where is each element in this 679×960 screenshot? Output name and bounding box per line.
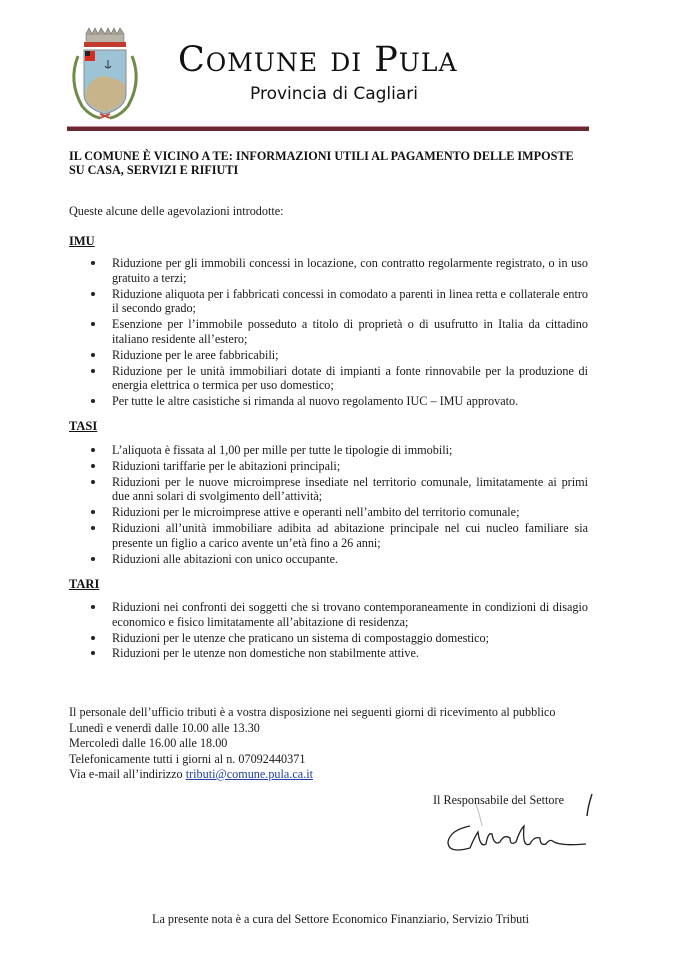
bullet-icon xyxy=(91,464,95,468)
bullet-icon xyxy=(91,480,95,484)
list-item xyxy=(0,348,588,363)
list-item-text: Riduzione per le aree fabbricabili; xyxy=(112,347,279,362)
intro-text: Queste alcune delle agevolazioni introdotte: xyxy=(69,204,284,218)
bullet-icon xyxy=(91,636,95,640)
list-item-text: Esenzione per l’immobile posseduto a titolo di proprietà o di usufrutto in Italia da cittadino italiano residente all’estero; xyxy=(112,317,588,346)
coat-of-arms-logo xyxy=(64,26,146,122)
imu-list xyxy=(0,256,679,410)
handwritten-signature xyxy=(440,786,600,858)
header-divider xyxy=(67,126,589,131)
section-title-imu: IMU xyxy=(69,234,95,248)
list-item-text: Riduzioni per le utenze che praticano un sistema di compostaggio domestico; xyxy=(112,630,490,645)
signature-role: Il Responsabile del Settore xyxy=(433,793,564,807)
bullet-icon xyxy=(91,605,95,609)
email-link[interactable]: tributi@comune.pula.ca.it xyxy=(185,767,314,781)
list-item xyxy=(0,364,588,394)
email-line xyxy=(69,767,555,783)
hours-wed: Mercoledì dalle 16.00 alle 18.00 xyxy=(69,736,228,750)
list-item-text: L’aliquota è fissata al 1,00 per mille per tutte le tipologie di immobili; xyxy=(112,443,453,457)
tasi-list xyxy=(0,443,679,567)
bullet-icon xyxy=(91,353,95,357)
phone-line: Telefonicamente tutti i giorni al n. 07092440371 xyxy=(69,751,306,766)
bullet-icon xyxy=(91,292,95,296)
list-item xyxy=(0,317,588,347)
list-item-text: Per tutte le altre casistiche si rimanda al nuovo regolamento IUC – IMU approvato. xyxy=(112,394,519,409)
list-item xyxy=(0,443,588,458)
list-item xyxy=(0,552,588,567)
municipality-title: Comune di Pula xyxy=(178,40,458,80)
email-prefix: Via e-mail all’indirizzo xyxy=(69,767,186,781)
list-item-text: Riduzione per gli immobili concessi in locazione, con contratto regolarmente registrato, o in uso gratuito a terzi; xyxy=(112,256,588,285)
tari-list xyxy=(0,600,679,662)
office-hours-intro: Il personale dell’ufficio tributi è a vostra disposizione nei seguenti giorni di ricevimento al pubblico xyxy=(69,705,556,719)
list-item xyxy=(0,646,588,661)
list-item xyxy=(0,394,588,409)
bullet-icon xyxy=(91,526,95,530)
footer-note: La presente nota è a cura del Settore Economico Finanziario, Servizio Tributi xyxy=(152,912,530,926)
list-item xyxy=(0,475,588,505)
bullet-icon xyxy=(91,557,95,561)
list-item-text: Riduzioni per le nuove microimprese insediate nel territorio comunale, limitatamente ai primi due anni solari di svolgimento dell’attività; xyxy=(112,474,588,504)
list-item-text: Riduzione aliquota per i fabbricati concessi in comodato a parenti in linea retta e collaterale entro il secondo grado; xyxy=(112,286,588,316)
list-item xyxy=(0,287,588,317)
list-item-text: Riduzione per le unità immobiliari dotate di impianti a fonte rinnovabile per la produzione di energia elettrica o termica per uso domestico; xyxy=(112,363,588,393)
list-item xyxy=(0,631,588,646)
list-item-text: Riduzioni per le utenze non domestiche non stabilmente attive. xyxy=(112,646,419,661)
list-item-text: Riduzioni all’unità immobiliare adibita ad abitazione principale nel cui nucleo familiare sia presente un figlio a carico avente un’età fino a 26 anni; xyxy=(112,520,588,550)
document-heading: IL COMUNE È VICINO A TE: INFORMAZIONI UTILI AL PAGAMENTO DELLE IMPOSTE SU CASA, SERVIZI E RIFIUTI xyxy=(69,149,574,177)
bullet-icon xyxy=(91,651,95,655)
list-item-text: Riduzioni nei confronti dei soggetti che si trovano contemporaneamente in condizioni di disagio economico e fisico limitatamente all’abitazione di residenza; xyxy=(112,600,588,629)
bullet-icon xyxy=(91,369,95,373)
crown-icon xyxy=(84,28,126,47)
list-item xyxy=(0,459,588,474)
list-item xyxy=(0,256,588,286)
bullet-icon xyxy=(91,399,95,403)
section-title-tari: TARI xyxy=(69,577,100,591)
list-item xyxy=(0,600,588,630)
contact-block xyxy=(69,705,555,783)
list-item-text: Riduzioni per le microimprese attive e operanti nell’ambito del territorio comunale; xyxy=(112,505,520,520)
bullet-icon xyxy=(91,261,95,265)
list-item xyxy=(0,505,588,520)
list-item-text: Riduzioni alle abitazioni con unico occupante. xyxy=(112,551,339,566)
bullet-icon xyxy=(91,448,95,452)
province-subtitle: Provincia di Cagliari xyxy=(250,84,418,104)
bullet-icon xyxy=(91,510,95,514)
section-title-tasi: TASI xyxy=(69,419,98,433)
list-item xyxy=(0,521,588,551)
list-item-text: Riduzioni tariffarie per le abitazioni principali; xyxy=(112,458,341,473)
hours-mon-fri: Lunedì e venerdì dalle 10.00 alle 13.30 xyxy=(69,720,260,735)
bullet-icon xyxy=(91,322,95,326)
